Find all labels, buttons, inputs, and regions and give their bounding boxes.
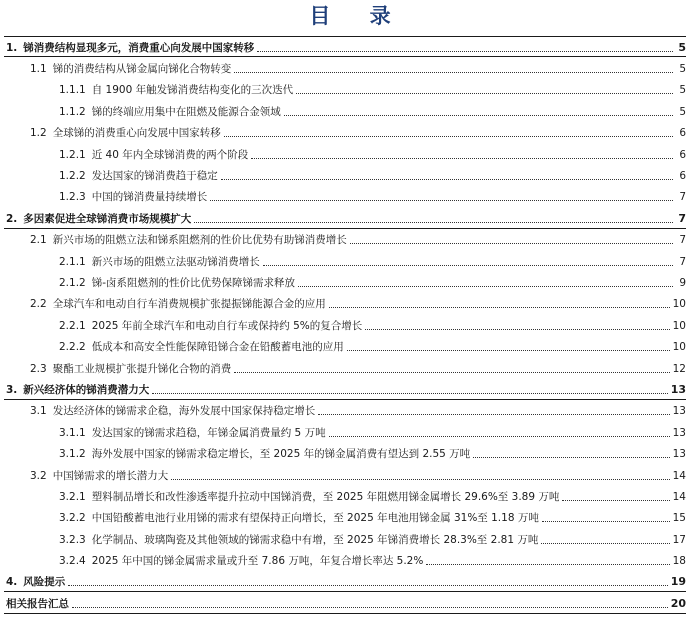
dot-leader xyxy=(426,563,669,565)
toc-entry-number: 1.2.1 xyxy=(59,148,86,161)
toc-entry-title: 塑料制品增长和改性渗透率提升拉动中国锑消费，至 2025 年阻燃用锑金属增长 29.6%至 3.89 万吨 xyxy=(91,490,560,503)
toc-entry-number: 1.2 xyxy=(30,127,47,140)
toc-entry-number: 2.2 xyxy=(30,298,47,311)
dot-leader xyxy=(221,178,673,180)
toc-entry-title: 发达国家的锑需求趋稳，年锑金属消费量约 5 万吨 xyxy=(91,426,326,439)
dot-leader xyxy=(473,456,669,458)
dot-leader xyxy=(365,328,669,330)
toc-entry-number: 3.2.1 xyxy=(59,490,86,503)
toc-entry-number: 2.1.1 xyxy=(59,255,86,268)
dot-leader xyxy=(329,306,670,308)
toc-entry-page-number: 7 xyxy=(679,255,686,268)
dot-leader xyxy=(542,520,670,522)
dot-leader xyxy=(72,606,668,608)
dot-leader xyxy=(318,413,669,415)
toc-entry-page-number: 10 xyxy=(672,341,686,354)
toc-entry-page-number: 5 xyxy=(678,40,686,54)
dot-leader xyxy=(284,114,673,116)
toc-entry-number: 3.2.4 xyxy=(59,555,86,568)
toc-entry-page-number: 5 xyxy=(679,63,686,76)
toc-entry[interactable] xyxy=(0,486,700,507)
section-divider xyxy=(4,613,686,614)
toc-entry[interactable] xyxy=(0,144,700,165)
dot-leader xyxy=(298,285,673,287)
toc-entry[interactable] xyxy=(0,230,700,251)
toc-entry-title: 近 40 年内全球锑消费的两个阶段 xyxy=(91,148,249,161)
dot-leader xyxy=(562,499,669,501)
toc-entry-title: 发达国家的锑消费趋于稳定 xyxy=(91,170,218,183)
toc-entry-page-number: 14 xyxy=(672,490,686,503)
toc-entry-title: 2025 年前全球汽车和电动自行车或保持约 5%的复合增长 xyxy=(91,319,363,332)
toc-entry-page-number: 18 xyxy=(672,555,686,568)
toc-entry[interactable] xyxy=(0,101,700,122)
dot-leader xyxy=(251,157,673,159)
toc-entry[interactable] xyxy=(0,508,700,529)
toc-entry[interactable] xyxy=(0,123,700,144)
toc-entry-title: 锑的消费结构从锑金属向锑化合物转变 xyxy=(52,63,232,76)
toc-entry-page-number: 9 xyxy=(679,276,686,289)
toc-entry-title: 锑消费结构显现多元，消费重心向发展中国家转移 xyxy=(23,41,255,54)
toc-entry-number: 1.1.1 xyxy=(59,84,86,97)
toc-entry-title: 新兴市场的阻燃立法和锑系阻燃剂的性价比优势有助锑消费增长 xyxy=(52,234,347,247)
toc-entry-title: 新兴经济体的锑消费潜力大 xyxy=(23,383,150,396)
toc-entry-number: 3.2.2 xyxy=(59,512,86,525)
toc-entry[interactable] xyxy=(0,550,700,571)
toc-entry-title: 中国锑需求的增长潜力大 xyxy=(52,469,169,482)
toc-entry-title: 2025 年中国的锑金属需求量或升至 7.86 万吨，年复合增长率达 5.2% xyxy=(91,555,424,568)
toc-entry[interactable] xyxy=(0,572,700,593)
toc-entry-title: 海外发展中国家的锑需求稳定增长，至 2025 年的锑金属消费有望达到 2.55 万吨 xyxy=(91,448,471,461)
toc-entry-title: 聚酯工业规模扩张提升锑化合物的消费 xyxy=(52,362,232,375)
toc-entry[interactable] xyxy=(0,336,700,357)
toc-entry[interactable] xyxy=(0,80,700,101)
table-of-contents xyxy=(0,37,700,615)
toc-entry-title: 相关报告汇总 xyxy=(6,597,69,610)
toc-entry-number: 1.2.2 xyxy=(59,170,86,183)
toc-entry-page-number: 19 xyxy=(670,575,686,589)
toc-entry[interactable] xyxy=(0,315,700,336)
dot-leader xyxy=(194,221,673,223)
dot-leader xyxy=(234,371,669,373)
toc-entry-title: 风险提示 xyxy=(23,576,66,589)
toc-entry-title: 锑-卤系阻燃剂的性价比优势保障锑需求释放 xyxy=(91,276,296,289)
toc-entry[interactable] xyxy=(0,422,700,443)
toc-entry-page-number: 6 xyxy=(679,170,686,183)
toc-entry-page-number: 5 xyxy=(679,105,686,118)
toc-entry-number: 1.2.3 xyxy=(59,191,86,204)
toc-entry-title: 多因素促进全球锑消费市场规模扩大 xyxy=(23,212,192,225)
toc-entry-number: 2.1 xyxy=(30,234,47,247)
top-divider xyxy=(4,36,686,37)
dot-leader xyxy=(347,349,670,351)
dot-leader xyxy=(296,92,673,94)
toc-entry-page-number: 17 xyxy=(672,533,686,546)
toc-entry-page-number: 5 xyxy=(679,84,686,97)
toc-entry-page-number: 14 xyxy=(672,469,686,482)
toc-entry-page-number: 7 xyxy=(678,211,686,225)
toc-entry-page-number: 7 xyxy=(679,191,686,204)
toc-entry-title: 全球汽车和电动自行车消费规模扩张提振锑能源合金的应用 xyxy=(52,298,326,311)
toc-entry-number: 2.2.2 xyxy=(59,341,86,354)
toc-entry-title: 全球锑的消费重心向发展中国家转移 xyxy=(52,127,221,140)
toc-entry-page-number: 13 xyxy=(670,382,686,396)
toc-entry[interactable] xyxy=(0,208,700,229)
toc-entry-number: 2. xyxy=(6,212,18,225)
toc-entry[interactable] xyxy=(0,187,700,208)
dot-leader xyxy=(257,50,673,52)
toc-entry-title: 发达经济体的锑需求企稳，海外发展中国家保持稳定增长 xyxy=(52,405,316,418)
dot-leader xyxy=(350,242,673,244)
toc-entry-number: 3.1.2 xyxy=(59,448,86,461)
toc-entry-number: 2.2.1 xyxy=(59,319,86,332)
toc-entry-number: 3.1.1 xyxy=(59,426,86,439)
section-divider xyxy=(4,399,686,400)
toc-entry-page-number: 13 xyxy=(672,448,686,461)
dot-leader xyxy=(171,478,669,480)
toc-entry-number: 3. xyxy=(6,383,18,396)
toc-entry-title: 中国铅酸蓄电池行业用锑的需求有望保持正向增长，至 2025 年电池用锑金属 31%至 1.18 万吨 xyxy=(91,512,539,525)
toc-entry-title: 锑的终端应用集中在阻燃及能源合金领域 xyxy=(91,105,281,118)
dot-leader xyxy=(329,435,670,437)
toc-entry-page-number: 6 xyxy=(679,127,686,140)
toc-entry[interactable] xyxy=(0,251,700,272)
dot-leader xyxy=(541,542,669,544)
toc-entry[interactable] xyxy=(0,294,700,315)
toc-entry-title: 自 1900 年触发锑消费结构变化的三次迭代 xyxy=(91,84,294,97)
toc-entry[interactable] xyxy=(0,272,700,293)
toc-entry-number: 1.1 xyxy=(30,63,47,76)
toc-entry[interactable] xyxy=(0,58,700,79)
toc-entry-number: 2.3 xyxy=(30,362,47,375)
toc-entry[interactable] xyxy=(0,465,700,486)
toc-entry[interactable] xyxy=(0,379,700,400)
toc-entry-page-number: 10 xyxy=(672,319,686,332)
toc-entry-page-number: 13 xyxy=(672,405,686,418)
section-divider xyxy=(4,56,686,57)
dot-leader xyxy=(234,71,673,73)
toc-entry[interactable] xyxy=(0,443,700,464)
toc-entry-title: 新兴市场的阻燃立法驱动锑消费增长 xyxy=(91,255,260,268)
dot-leader xyxy=(263,264,673,266)
toc-entry-number: 1.1.2 xyxy=(59,105,86,118)
toc-entry-page-number: 15 xyxy=(672,512,686,525)
dot-leader xyxy=(224,135,673,137)
dot-leader xyxy=(152,392,667,394)
toc-entry-page-number: 12 xyxy=(672,362,686,375)
toc-entry-page-number: 6 xyxy=(679,148,686,161)
toc-entry-title: 中国的锑消费量持续增长 xyxy=(91,191,208,204)
toc-title: 目 录 xyxy=(309,4,407,28)
toc-entry-number: 2.1.2 xyxy=(59,276,86,289)
toc-entry-number: 1. xyxy=(6,41,18,54)
section-divider xyxy=(4,591,686,592)
toc-entry[interactable] xyxy=(0,358,700,379)
toc-entry[interactable] xyxy=(0,165,700,186)
toc-entry-page-number: 10 xyxy=(672,298,686,311)
toc-entry-page-number: 7 xyxy=(679,234,686,247)
toc-entry-number: 3.2 xyxy=(30,469,47,482)
toc-entry-title: 化学制品、玻璃陶瓷及其他领域的锑需求稳中有增，至 2025 年锑消费增长 28.3%至 2.81 万吨 xyxy=(91,533,539,546)
toc-entry-page-number: 13 xyxy=(672,426,686,439)
section-divider xyxy=(4,228,686,229)
toc-entry[interactable] xyxy=(0,37,700,58)
toc-entry[interactable] xyxy=(0,401,700,422)
toc-entry-title: 低成本和高安全性能保障铅锑合金在铅酸蓄电池的应用 xyxy=(91,341,344,354)
toc-entry[interactable] xyxy=(0,529,700,550)
toc-entry[interactable] xyxy=(0,593,700,614)
toc-entry-number: 3.1 xyxy=(30,405,47,418)
dot-leader xyxy=(210,199,673,201)
toc-entry-page-number: 20 xyxy=(670,596,686,610)
toc-entry-number: 3.2.3 xyxy=(59,533,86,546)
toc-entry-number: 4. xyxy=(6,576,18,589)
dot-leader xyxy=(68,584,667,586)
